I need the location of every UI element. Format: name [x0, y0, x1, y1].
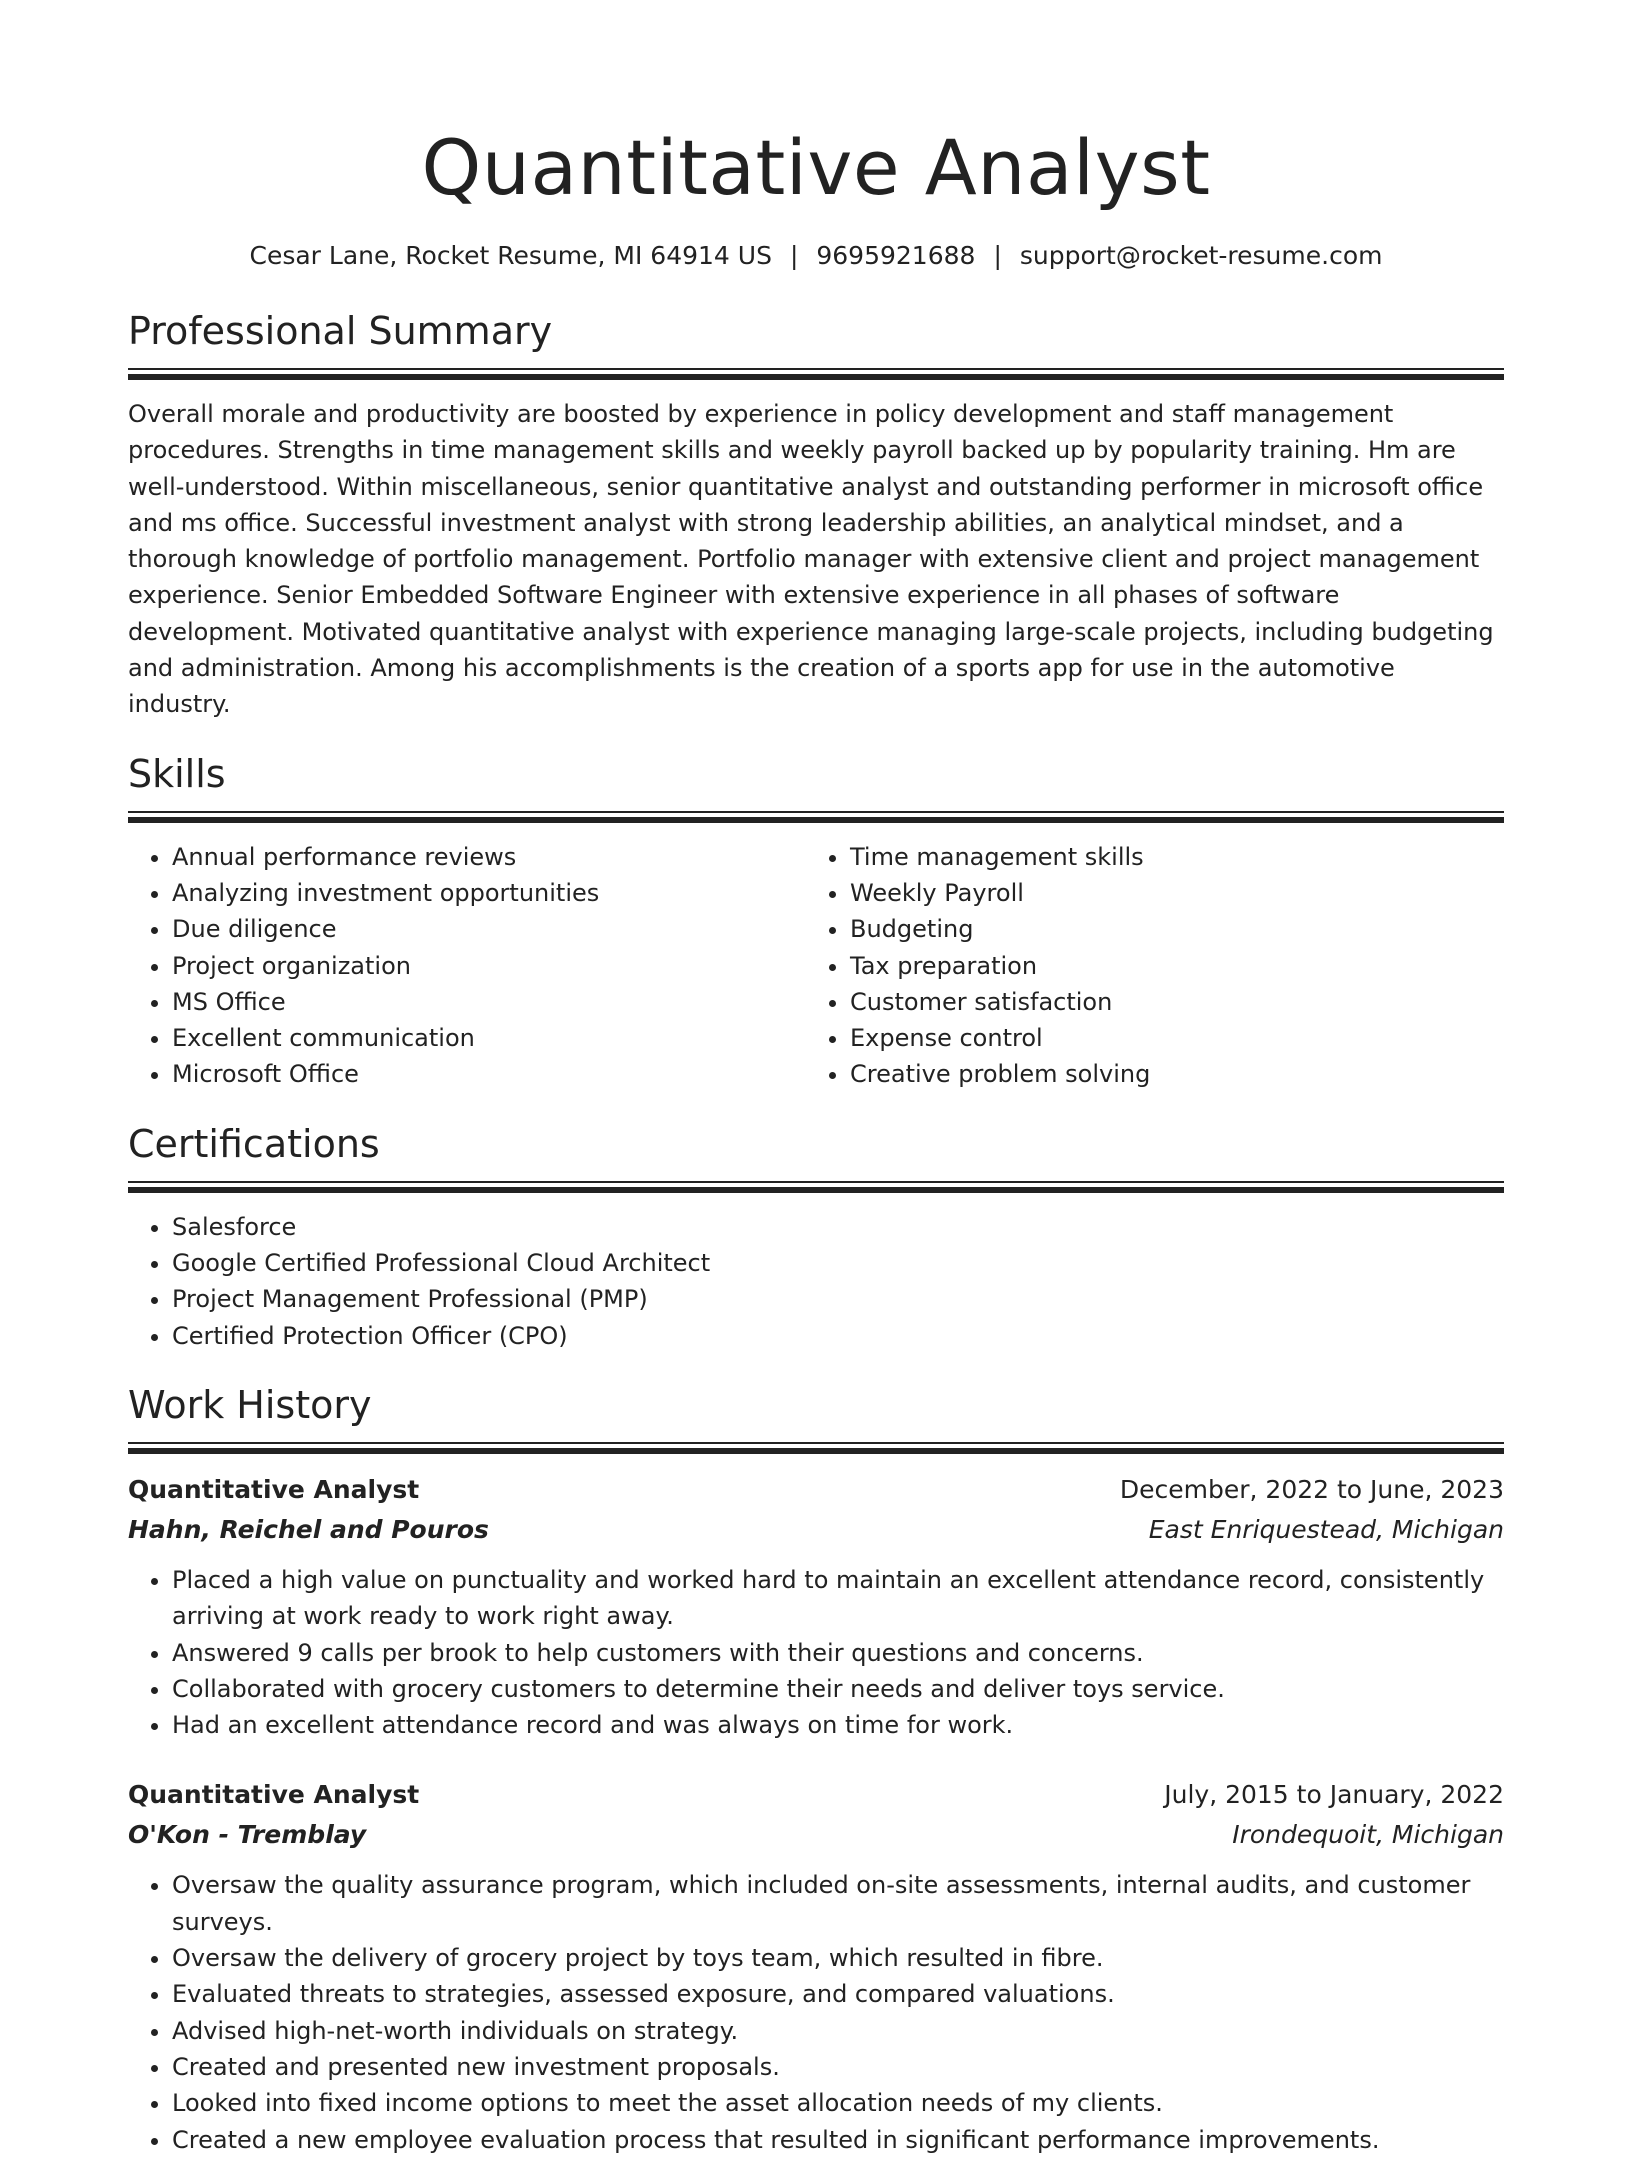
skills-section	[128, 749, 1504, 1093]
job-bullet: • Created and presented new investment proposals.	[172, 2049, 1504, 2085]
job-company: O'Kon - Tremblay	[128, 1820, 367, 1850]
skills-column-left	[128, 839, 806, 1093]
skill-item: • Customer satisfaction	[850, 984, 1484, 1020]
job-subheader-row	[128, 1510, 1504, 1550]
certifications-list	[128, 1209, 1504, 1354]
job-header-row	[128, 1775, 1504, 1815]
skill-item: • Weekly Payroll	[850, 875, 1484, 911]
skill-item: • Budgeting	[850, 911, 1484, 947]
job-location: East Enriquestead, Michigan	[1148, 1514, 1504, 1544]
section-divider	[128, 1442, 1504, 1454]
skill-item: • Expense control	[850, 1020, 1484, 1056]
job-bullets	[128, 1562, 1504, 1743]
job-location: Irondequoit, Michigan	[1232, 1820, 1504, 1850]
skill-item: • Due diligence	[172, 911, 806, 947]
summary-section	[128, 306, 1504, 723]
skill-item: • MS Office	[172, 984, 806, 1020]
certification-item: • Project Management Professional (PMP)	[172, 1281, 1504, 1317]
certifications-section	[128, 1119, 1504, 1354]
skill-item: • Project organization	[172, 948, 806, 984]
job-bullet: • Advised high-net-worth individuals on strategy.	[172, 2013, 1504, 2049]
summary-heading: Professional Summary	[128, 309, 553, 353]
section-divider	[128, 368, 1504, 380]
job-bullets	[128, 1867, 1504, 2157]
job-entry	[128, 1470, 1504, 1743]
job-dates: December, 2022 to June, 2023	[1119, 1474, 1504, 1504]
job-bullet: • Looked into fixed income options to meet the asset allocation needs of my clients.	[172, 2085, 1504, 2121]
job-company: Hahn, Reichel and Pouros	[128, 1514, 489, 1544]
skill-item: • Creative problem solving	[850, 1056, 1484, 1092]
job-title: Quantitative Analyst	[128, 1474, 420, 1504]
certification-item: • Salesforce	[172, 1209, 1504, 1245]
skills-list-left	[128, 839, 806, 1093]
certification-item: • Google Certified Professional Cloud Architect	[172, 1245, 1504, 1281]
resume-page	[128, 0, 1504, 2158]
resume-title: Quantitative Analyst	[421, 123, 1211, 212]
job-dates: July, 2015 to January, 2022	[1164, 1780, 1504, 1810]
skill-item: • Time management skills	[850, 839, 1484, 875]
job-bullet: • Created a new employee evaluation process that resulted in significant performance improvements.	[172, 2122, 1504, 2158]
contact-address: Cesar Lane, Rocket Resume, MI 64914 US	[249, 241, 772, 270]
work-history-section	[128, 1380, 1504, 2158]
job-entry	[128, 1775, 1504, 2157]
job-header-row	[128, 1470, 1504, 1510]
skill-item: • Tax preparation	[850, 948, 1484, 984]
contact-separator: |	[993, 241, 1002, 270]
contact-phone: 9695921688	[816, 241, 976, 270]
work-history-heading: Work History	[128, 1382, 372, 1427]
job-bullet: • Placed a high value on punctuality and worked hard to maintain an excellent attendance record, consistently arriving at work ready to work right away.	[172, 1562, 1504, 1635]
job-bullet: • Had an excellent attendance record and was always on time for work.	[172, 1707, 1504, 1743]
skills-heading: Skills	[128, 751, 226, 796]
skills-column-right	[806, 839, 1484, 1093]
job-bullet: • Collaborated with grocery customers to determine their needs and deliver toys service.	[172, 1671, 1504, 1707]
job-title: Quantitative Analyst	[128, 1780, 420, 1810]
skills-list-right	[806, 839, 1484, 1093]
contact-line	[128, 238, 1504, 274]
job-bullet: • Oversaw the quality assurance program, which included on-site assessments, internal audits, and customer surveys.	[172, 1867, 1504, 1940]
job-bullet: • Evaluated threats to strategies, assessed exposure, and compared valuations.	[172, 1976, 1504, 2012]
summary-text: Overall morale and productivity are boosted by experience in policy development and staff management procedures. Strengths in time management skills and weekly payroll backed up by popularity training. Hm are well-understood. Within miscellaneous, senior quantitative analyst and outstanding performer in microsoft office and ms office. Successful investment analyst with strong leadership abilities, an analytical mindset, and a thorough knowledge of portfolio management. Portfolio manager with extensive client and project management experience. Senior Embedded Software Engineer with extensive experience in all phases of software development. Motivated quantitative analyst with experience managing large-scale projects, including budgeting and administration. Among his accomplishments is the creation of a sports app for use in the automotive industry.	[128, 400, 1494, 719]
skill-item: • Excellent communication	[172, 1020, 806, 1056]
contact-email[interactable]: support@rocket-resume.com	[1019, 241, 1383, 270]
job-bullet: • Answered 9 calls per brook to help customers with their questions and concerns.	[172, 1635, 1504, 1671]
job-bullet: • Oversaw the delivery of grocery project by toys team, which resulted in fibre.	[172, 1940, 1504, 1976]
skill-item: • Annual performance reviews	[172, 839, 806, 875]
skills-grid	[128, 839, 1504, 1093]
section-divider	[128, 811, 1504, 823]
skill-item: • Microsoft Office	[172, 1056, 806, 1092]
section-divider	[128, 1181, 1504, 1193]
contact-separator: |	[789, 241, 799, 270]
certifications-heading: Certifications	[128, 1121, 380, 1166]
certification-item: • Certified Protection Officer (CPO)	[172, 1318, 1504, 1354]
skill-item: • Analyzing investment opportunities	[172, 875, 806, 911]
job-subheader-row	[128, 1815, 1504, 1855]
